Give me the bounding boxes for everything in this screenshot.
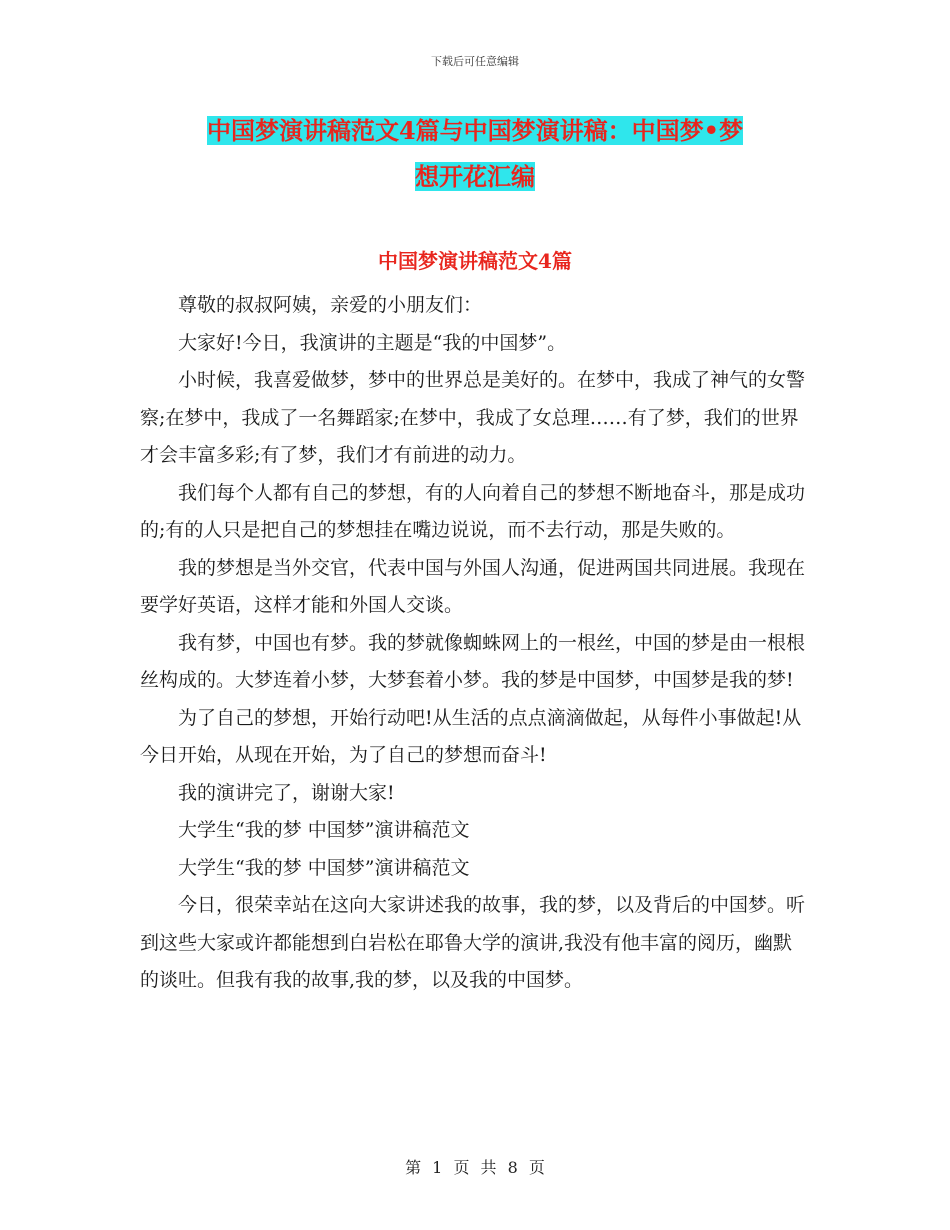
paragraph: 我有梦，中国也有梦。我的梦就像蜘蛛网上的一根丝，中国的梦是由一根根丝构成的。大梦连着小梦，大梦套着小梦。我的梦是中国梦，中国梦是我的梦! xyxy=(140,631,806,691)
title-line-2: 想开花汇编 xyxy=(415,162,535,191)
paragraph: 大家好!今日，我演讲的主题是“我的中国梦”。 xyxy=(178,331,567,354)
paragraph: 我的演讲完了，谢谢大家! xyxy=(178,781,395,804)
page-header-note: 下载后可任意编辑 xyxy=(431,55,519,68)
page-number-footer: 第 1 页 共 8 页 xyxy=(405,1158,545,1177)
paragraph: 我的梦想是当外交官，代表中国与外国人沟通，促进两国共同进展。我现在要学好英语，这样才能和外国人交谈。 xyxy=(140,556,806,616)
paragraph: 大学生“我的梦 中国梦”演讲稿范文 xyxy=(178,856,470,879)
paragraph: 今日，很荣幸站在这向大家讲述我的故事，我的梦，以及背后的中国梦。听到这些大家或许都能想到白岩松在耶鲁大学的演讲,我没有他丰富的阅历，幽默的谈吐。但我有我的故事,我的梦，以及我的中国梦。 xyxy=(140,894,806,991)
paragraph: 大学生“我的梦 中国梦”演讲稿范文 xyxy=(178,819,470,841)
paragraph: 尊敬的叔叔阿姨，亲爱的小朋友们： xyxy=(178,294,483,316)
title-line-1: 中国梦演讲稿范文4篇与中国梦演讲稿：中国梦•梦 xyxy=(206,116,744,145)
paragraph: 为了自己的梦想，开始行动吧!从生活的点点滴滴做起，从每件小事做起!从今日开始，从现在开始，为了自己的梦想而奋斗! xyxy=(140,706,802,766)
body-text xyxy=(140,287,810,1000)
section-heading: 中国梦演讲稿范文4篇 xyxy=(378,249,572,273)
paragraph: 我们每个人都有自己的梦想，有的人向着自己的梦想不断地奋斗，那是成功的;有的人只是把自己的梦想挂在嘴边说说，而不去行动，那是失败的。 xyxy=(140,481,806,541)
document-title xyxy=(120,108,830,200)
paragraph: 小时候，我喜爱做梦，梦中的世界总是美好的。在梦中，我成了神气的女警察;在梦中，我成了一名舞蹈家;在梦中，我成了女总理……有了梦，我们的世界才会丰富多彩;有了梦，我们才有前进的动力。 xyxy=(140,369,806,466)
